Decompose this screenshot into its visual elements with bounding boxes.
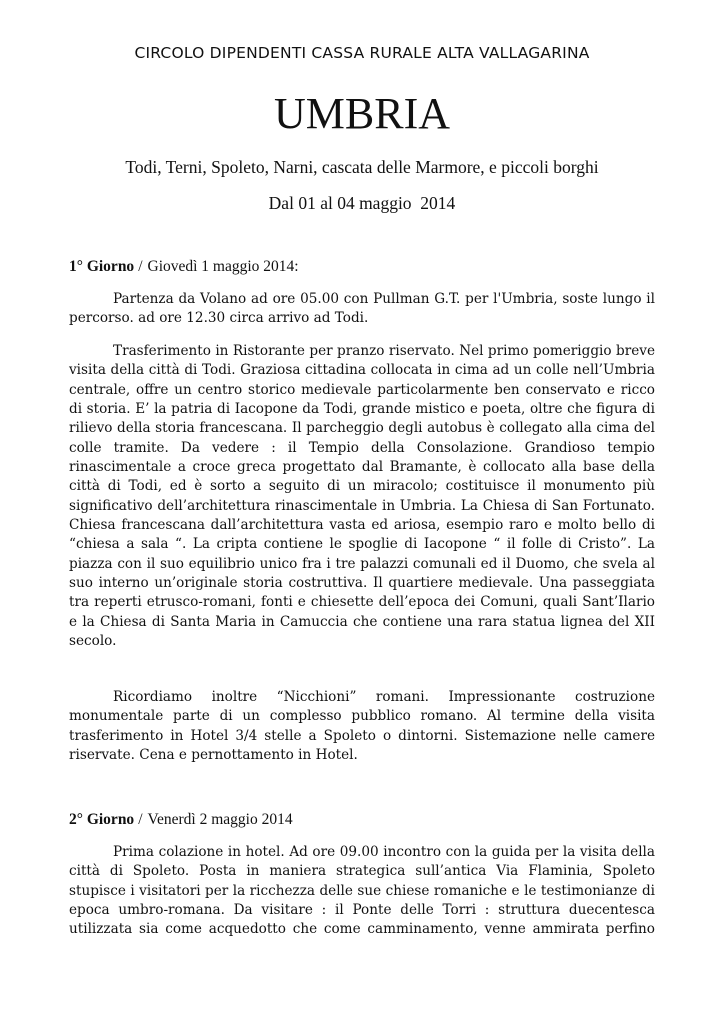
day2-separator: / [138, 811, 143, 828]
day1-paragraph-3: Ricordiamo inoltre “Nicchioni” romani. Impressionante costruzione monumentale parte di un complesso pubblico romano. Al termine della visita trasferimento in Hotel 3/4 stelle a Spoleto o dintorni. Sistemazione nelle camere riservate. Cena e pernottamento in Hotel. [69, 689, 655, 764]
day2-heading [69, 811, 293, 829]
day1-heading [69, 258, 299, 276]
trip-dates: Dal 01 al 04 maggio 2014 [268, 193, 456, 213]
day2-paragraph-1: Prima colazione in hotel. Ad ore 09.00 incontro con la guida per la visita della città di Spoleto. Posta in maniera strategica sull’antica Via Flaminia, Spoleto stupisce i visitatori per la ricchezza delle sue chiese romaniche e le testimonianze di epoca umbro-romana. Da visitare : il Ponte delle Torri : struttura duecentesca utilizzata sia come acquedotto che come camminamento, venne ammirata perfino [69, 844, 655, 938]
trip-subtitle: Todi, Terni, Spoleto, Narni, cascata delle Marmore, e piccoli borghi [125, 157, 599, 177]
day1-paragraph-2: Trasferimento in Ristorante per pranzo riservato. Nel primo pomeriggio breve visita della città di Todi. Graziosa cittadina collocata in cima ad un colle nell’Umbria centrale, offre un centro storico medievale particolarmente ben conservato e ricco di storia. E’ la patria di Iacopone da Todi, grande mistico e poeta, oltre che figura di rilievo della storia francescana. Il parcheggio degli autobus è collegato alla cima del colle tramite. Da vedere : il Tempio della Consolazione. Grandioso tempio rinascimentale a croce greca progettato dal Bramante, è collocato alla base della città di Todi, ed è sorto a seguito di un miracolo; costituisce il monumento più significativo dell’architettura rinascimentale in Umbria. La Chiesa di San Fortunato. Chiesa francescana dall’architettura vasta ed ariosa, esempio raro e molto bello di “chiesa a sala “. La cripta contiene le spoglie di Iacopone “ il folle di Cristo”. La piazza con il suo equilibrio unico fra i tre palazzi comunali ed il Duomo, che svela al suo interno un’originale storia costruttiva. Il quartiere medievale. Una passeggiata tra reperti etrusco-romani, fonti e chiesette dell’epoca dei Comuni, quali Sant’Ilario e la Chiesa di Santa Maria in Camuccia che contiene una rara statua lignea del XII secolo. [69, 343, 655, 650]
day1-label: 1° Giorno [69, 258, 135, 275]
day1-date: Giovedì 1 maggio 2014: [147, 258, 299, 275]
day2-date: Venerdì 2 maggio 2014 [147, 811, 293, 828]
day1-separator: / [138, 258, 143, 275]
day2-label: 2° Giorno [69, 811, 135, 828]
day1-paragraph-1: Partenza da Volano ad ore 05.00 con Pullman G.T. per l'Umbria, soste lungo il percorso. ad ore 12.30 circa arrivo ad Todi. [69, 291, 655, 327]
page-title: UMBRIA [273, 89, 451, 138]
organization-name: CIRCOLO DIPENDENTI CASSA RURALE ALTA VALLAGARINA [134, 44, 590, 62]
